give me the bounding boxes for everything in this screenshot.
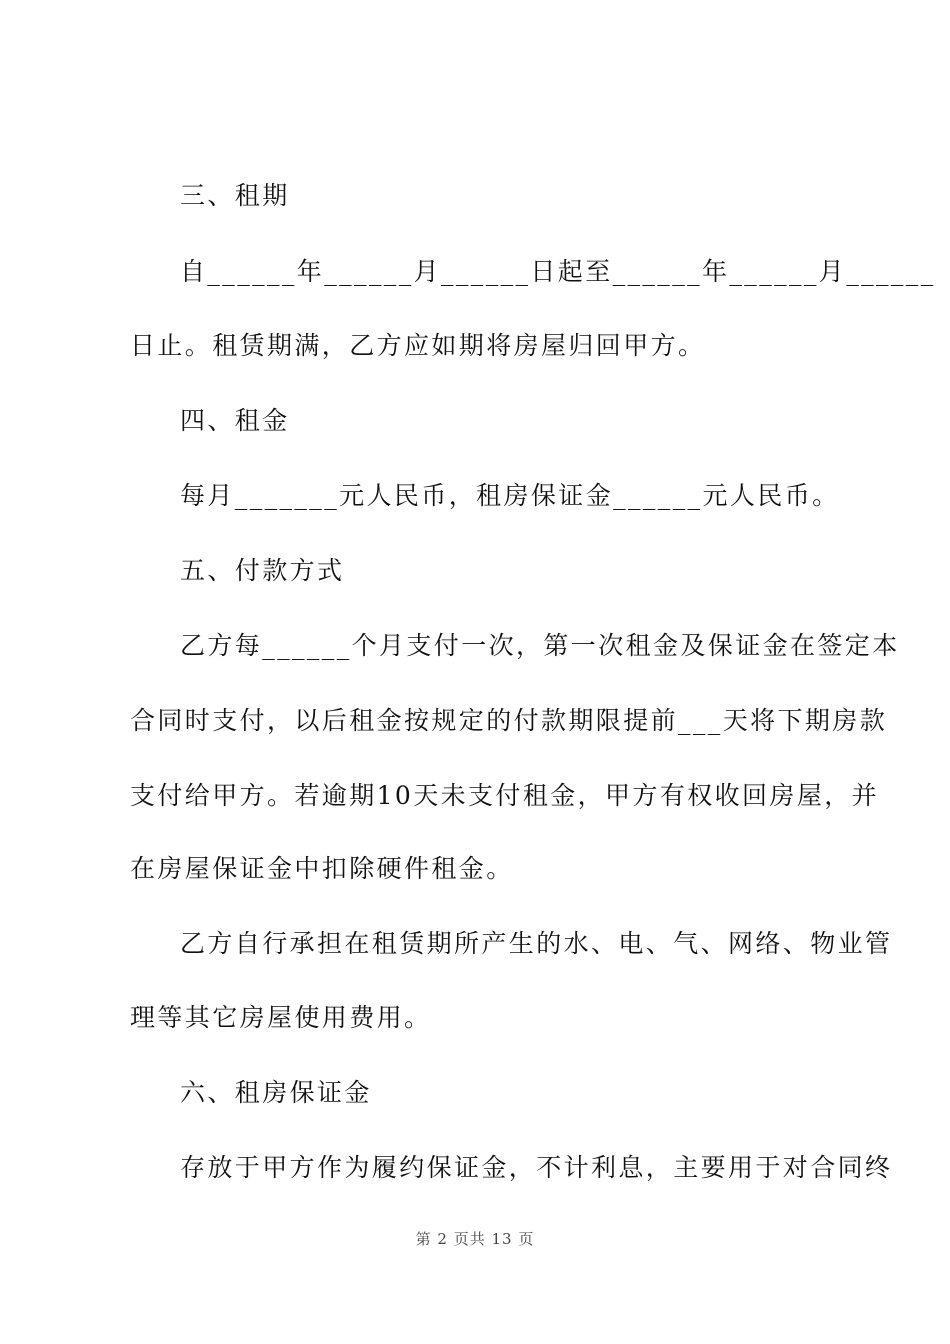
paragraph-line: 日止。租赁期满，乙方应如期将房屋归回甲方。 (130, 331, 706, 360)
paragraph-line: 在房屋保证金中扣除硬件租金。 (130, 854, 514, 883)
paragraph-line: 乙方自行承担在租赁期所产生的水、电、气、网络、物业管 (180, 929, 893, 958)
page-footer: 第 2 页共 13 页 (415, 1230, 535, 1248)
paragraph-line: 支付给甲方。若逾期10天未支付租金，甲方有权收回房屋，并 (130, 781, 880, 810)
paragraph-line: 存放于甲方作为履约保证金，不计利息，主要用于对合同终 (180, 1153, 893, 1182)
section-heading-rent: 四、租金 (180, 406, 290, 435)
paragraph-line: 合同时支付，以后租金按规定的付款期限提前___天将下期房款 (130, 706, 888, 735)
section-heading-payment-method: 五、付款方式 (180, 556, 345, 585)
paragraph-line: 理等其它房屋使用费用。 (130, 1003, 432, 1032)
paragraph-line: 自______年______月______日起至______年______月______ (180, 257, 936, 286)
paragraph-line: 乙方每______个月支付一次，第一次租金及保证金在签定本 (180, 631, 900, 660)
section-heading-deposit: 六、租房保证金 (180, 1078, 372, 1107)
section-heading-lease-term: 三、租期 (180, 181, 290, 210)
paragraph-line: 每月_______元人民币，租房保证金______元人民币。 (180, 481, 840, 510)
